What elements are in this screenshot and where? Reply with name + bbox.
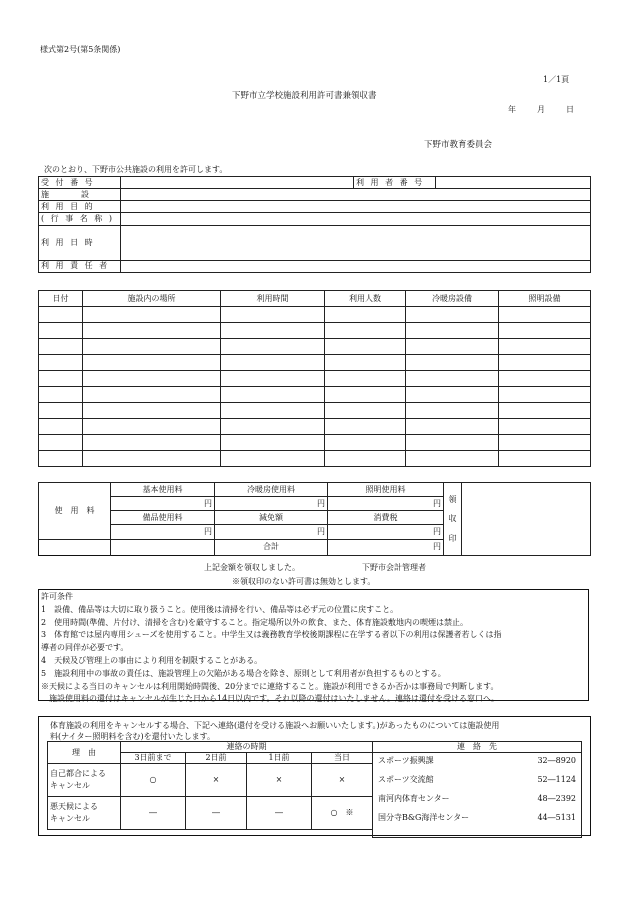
weather-cell: ―: [247, 797, 312, 830]
schedule-cell[interactable]: [39, 339, 83, 355]
schedule-row: [39, 419, 591, 435]
conditions-title: 許可条件: [41, 592, 73, 601]
col-date: 日付: [39, 291, 83, 307]
schedule-cell[interactable]: [83, 371, 221, 387]
schedule-cell[interactable]: [221, 435, 325, 451]
schedule-cell[interactable]: [325, 451, 406, 467]
schedule-cell[interactable]: [406, 307, 499, 323]
schedule-cell[interactable]: [325, 323, 406, 339]
discount-label: 減免額: [215, 511, 328, 525]
schedule-cell[interactable]: [83, 323, 221, 339]
schedule-cell[interactable]: [39, 387, 83, 403]
col-aircon: 冷暖房設備: [406, 291, 499, 307]
schedule-table: [38, 290, 591, 467]
label-responsible: 利 用 責 任 者: [39, 260, 121, 272]
schedule-row: [39, 355, 591, 371]
schedule-cell[interactable]: [406, 339, 499, 355]
schedule-cell[interactable]: [83, 307, 221, 323]
schedule-row: [39, 307, 591, 323]
self-cell: ×: [186, 764, 247, 797]
blank-cell: [39, 539, 111, 556]
lighting-fee-amount[interactable]: 円: [328, 497, 444, 511]
reason-weather: 悪天候による キャンセル: [48, 797, 121, 830]
contact-row: [378, 776, 576, 795]
schedule-cell[interactable]: [499, 355, 591, 371]
condition-line: 3 体育館では屋内専用シューズを使用すること。中学生又は義務教育学校後期課程に在学する者以下の利用は保護者若しくは指: [41, 630, 502, 640]
schedule-cell[interactable]: [221, 387, 325, 403]
basic-fee-label: 基本使用料: [111, 483, 215, 497]
col-lighting: 照明設備: [499, 291, 591, 307]
schedule-cell[interactable]: [406, 403, 499, 419]
schedule-cell[interactable]: [325, 307, 406, 323]
field-facility[interactable]: [121, 189, 591, 201]
intro-text: 次のとおり、下野市公共施設の利用を許可します。: [44, 165, 228, 174]
contact-table: [372, 741, 582, 838]
timing-header: 連絡の時期: [121, 742, 373, 753]
aircon-fee-label: 冷暖房使用料: [215, 483, 328, 497]
schedule-cell[interactable]: [325, 435, 406, 451]
schedule-cell[interactable]: [83, 419, 221, 435]
condition-line: 2 使用時間(準備、片付け、清掃を含む)を厳守すること。指定場所以外の飲食、また、体育施設敷地内の喫煙は禁止。: [41, 617, 469, 627]
field-event[interactable]: [121, 213, 591, 225]
field-datetime[interactable]: [121, 225, 591, 260]
conditions-box: [38, 589, 589, 704]
schedule-cell[interactable]: [39, 435, 83, 451]
contact-name: 南河内体育センター: [378, 794, 450, 803]
received-text: 上記金額を領収しました。: [204, 563, 300, 572]
contact-tel: 44―5131: [537, 813, 576, 822]
schedule-cell[interactable]: [499, 419, 591, 435]
weather-cell: ―: [186, 797, 247, 830]
schedule-cell[interactable]: [39, 355, 83, 371]
label-receipt-no: 受 付 番 号: [39, 177, 121, 189]
schedule-row: [39, 435, 591, 451]
self-cell: ×: [247, 764, 312, 797]
schedule-row: [39, 387, 591, 403]
schedule-cell[interactable]: [325, 403, 406, 419]
schedule-cell[interactable]: [83, 451, 221, 467]
schedule-cell[interactable]: [39, 323, 83, 339]
field-user-no[interactable]: [436, 177, 591, 189]
weather-cell: ―: [121, 797, 186, 830]
info-table: [38, 176, 591, 273]
schedule-row: [39, 403, 591, 419]
blank-cell: [111, 539, 215, 556]
schedule-cell[interactable]: [83, 435, 221, 451]
label-facility: 施 設: [39, 189, 121, 201]
contact-tel: 32―8920: [537, 756, 576, 765]
date-month: 月: [537, 105, 545, 114]
label-purpose: 利 用 目 的: [39, 201, 121, 213]
condition-line: ※天候による当日のキャンセルは利用開始時間後、20分までに連絡すること。施設が利用できるか否かは事務局で判断します。: [41, 681, 499, 691]
schedule-cell[interactable]: [499, 403, 591, 419]
cancel-intro-1: 体育施設の利用をキャンセルする場合、下記へ連絡(還付を受ける施設へお願いいたします。)があったものについては施設使用: [50, 721, 500, 730]
schedule-cell[interactable]: [406, 371, 499, 387]
contact-row: [378, 757, 576, 776]
form-number: 様式第2号(第5条関係): [40, 45, 121, 54]
seal-label: 領 収 印: [444, 483, 462, 556]
reason-self: 自己都合による キャンセル: [48, 764, 121, 797]
schedule-cell[interactable]: [221, 323, 325, 339]
cancel-intro-2: 料(ナイター照明料を含む)を還付いたします。: [50, 732, 216, 741]
schedule-cell[interactable]: [39, 307, 83, 323]
page-number: 1／1頁: [543, 75, 570, 84]
contact-name: スポーツ交流館: [378, 775, 434, 784]
timing-col: 3日前まで: [121, 753, 186, 764]
schedule-cell[interactable]: [406, 323, 499, 339]
schedule-cell[interactable]: [39, 371, 83, 387]
basic-fee-amount[interactable]: 円: [111, 497, 215, 511]
timing-col: 1日前: [247, 753, 312, 764]
schedule-cell[interactable]: [406, 451, 499, 467]
schedule-cell[interactable]: [221, 403, 325, 419]
fee-label: 使 用 料: [39, 483, 111, 540]
schedule-cell[interactable]: [221, 371, 325, 387]
schedule-cell[interactable]: [325, 387, 406, 403]
schedule-cell[interactable]: [325, 371, 406, 387]
timing-col: 2日前: [186, 753, 247, 764]
label-user-no: 利 用 者 番 号: [354, 177, 436, 189]
schedule-cell[interactable]: [39, 451, 83, 467]
field-responsible[interactable]: [121, 260, 591, 272]
col-time: 利用時間: [221, 291, 325, 307]
contact-row: [378, 795, 576, 814]
contact-list: [373, 753, 582, 838]
schedule-cell[interactable]: [39, 403, 83, 419]
document-title: 下野市立学校施設利用許可書兼領収書: [232, 91, 377, 101]
timing-col: 当日: [312, 753, 373, 764]
self-cell: ×: [312, 764, 373, 797]
field-receipt-no[interactable]: [121, 177, 354, 189]
self-cell: ○: [121, 764, 186, 797]
seal-box: [462, 483, 591, 556]
label-event: ( 行 事 名 称 ): [39, 213, 121, 225]
schedule-cell[interactable]: [221, 339, 325, 355]
cancellation-box: [38, 716, 591, 836]
schedule-cell[interactable]: [83, 339, 221, 355]
tax-label: 消費税: [328, 511, 444, 525]
equipment-fee-amount[interactable]: 円: [111, 525, 215, 539]
treasurer-text: 下野市会計管理者: [362, 563, 426, 572]
date-day: 日: [566, 105, 574, 114]
schedule-row: [39, 371, 591, 387]
schedule-row: [39, 339, 591, 355]
tax-amount[interactable]: 円: [328, 525, 444, 539]
total-label: 合計: [215, 539, 328, 556]
schedule-cell[interactable]: [83, 403, 221, 419]
cancel-timing-table: [47, 741, 373, 830]
fees-table: [38, 482, 591, 556]
schedule-cell[interactable]: [406, 435, 499, 451]
invalid-note: ※領収印のない許可書は無効とします。: [232, 577, 376, 586]
schedule-cell[interactable]: [499, 339, 591, 355]
schedule-cell[interactable]: [83, 387, 221, 403]
schedule-cell[interactable]: [499, 371, 591, 387]
schedule-cell[interactable]: [221, 307, 325, 323]
contact-tel: 52―1124: [537, 775, 576, 784]
schedule-cell[interactable]: [499, 307, 591, 323]
col-place: 施設内の場所: [83, 291, 221, 307]
condition-line: 5 施設利用中の事故の責任は、施設管理上の欠陥がある場合を除き、原則として利用者が負担するものとする。: [41, 668, 446, 678]
contact-name: 国分寺B&G海洋センター: [378, 813, 470, 822]
contact-header: 連 絡 先: [373, 742, 582, 753]
schedule-cell[interactable]: [325, 419, 406, 435]
schedule-cell[interactable]: [221, 419, 325, 435]
condition-line: 1 設備、備品等は大切に取り扱うこと。使用後は清掃を行い、備品等は必ず元の位置に戻すこと。: [41, 604, 399, 614]
schedule-cell[interactable]: [221, 451, 325, 467]
schedule-cell[interactable]: [83, 355, 221, 371]
lighting-fee-label: 照明使用料: [328, 483, 444, 497]
schedule-cell[interactable]: [221, 355, 325, 371]
schedule-cell[interactable]: [406, 355, 499, 371]
schedule-cell[interactable]: [499, 323, 591, 339]
schedule-cell[interactable]: [325, 339, 406, 355]
contact-row: [378, 814, 576, 833]
equipment-fee-label: 備品使用料: [111, 511, 215, 525]
schedule-cell[interactable]: [325, 355, 406, 371]
condition-line: 導者の同伴が必要です。: [41, 643, 129, 653]
reason-header: 理 由: [48, 742, 121, 764]
date-year: 年: [508, 105, 516, 114]
schedule-row: [39, 323, 591, 339]
schedule-cell[interactable]: [499, 435, 591, 451]
schedule-row: [39, 451, 591, 467]
label-datetime: 利 用 日 時: [39, 225, 121, 260]
total-amount[interactable]: 円: [328, 539, 444, 556]
schedule-cell[interactable]: [499, 451, 591, 467]
field-purpose[interactable]: [121, 201, 591, 213]
col-people: 利用人数: [325, 291, 406, 307]
contact-tel: 48―2392: [537, 794, 576, 803]
aircon-fee-amount[interactable]: 円: [215, 497, 328, 511]
condition-line: 施設使用料の還付はキャンセルが生じた日から14日以内です。それ以降の還付はいたしません。連絡は還付を受ける窓口へ。: [41, 694, 500, 704]
condition-line: 4 天候及び管理上の事由により利用を制限することがある。: [41, 655, 263, 665]
issuer: 下野市教育委員会: [424, 140, 493, 150]
schedule-cell[interactable]: [406, 419, 499, 435]
schedule-cell[interactable]: [499, 387, 591, 403]
weather-cell: ○ ※: [312, 797, 373, 830]
schedule-cell[interactable]: [406, 387, 499, 403]
discount-amount[interactable]: 円: [215, 525, 328, 539]
contact-name: スポーツ振興課: [378, 756, 434, 765]
schedule-cell[interactable]: [39, 419, 83, 435]
